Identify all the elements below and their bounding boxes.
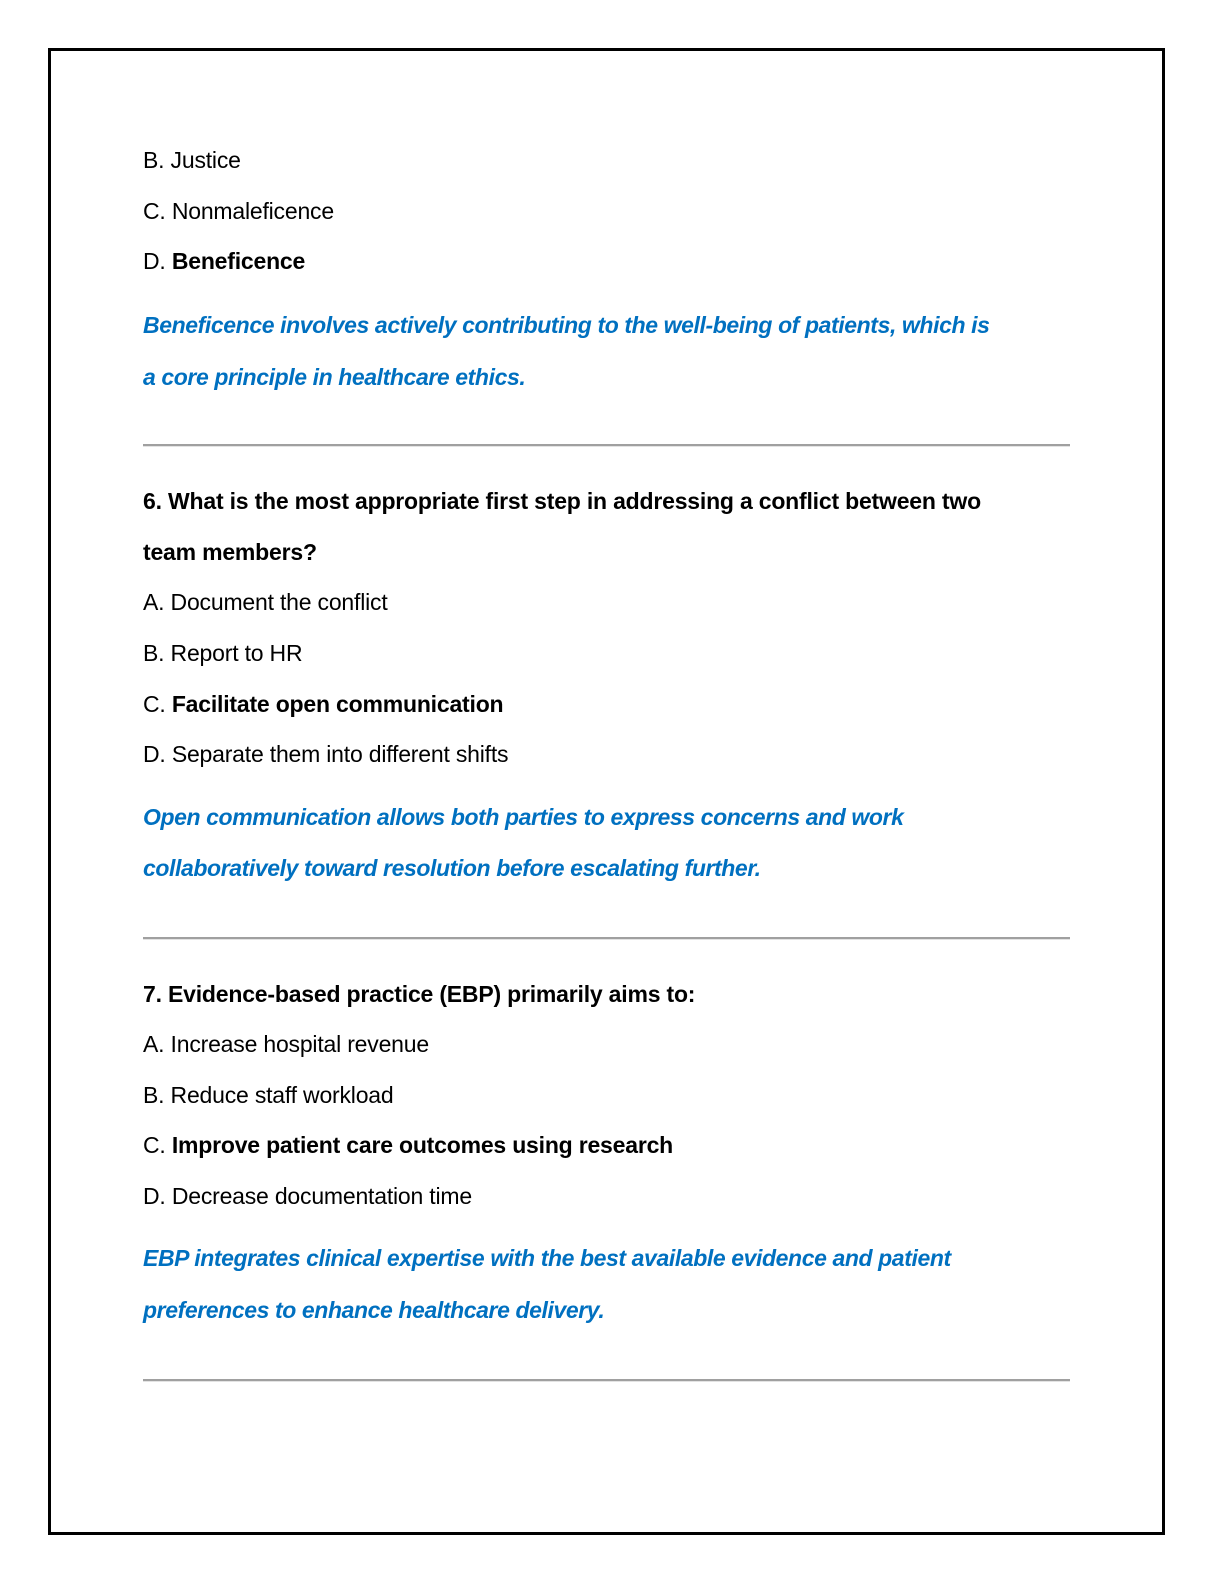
option-letter: C. (143, 198, 166, 224)
explanation-line: EBP integrates clinical expertise with the best available evidence and patient (143, 1245, 951, 1271)
question-number: 7. (143, 981, 162, 1007)
option-d-correct (143, 247, 305, 275)
option-text: Nonmaleficence (171, 198, 334, 224)
option-text: Document the conflict (170, 589, 388, 615)
option-letter: D. (143, 248, 166, 274)
question-number: 6. (143, 488, 162, 514)
question-6-title (143, 487, 981, 515)
explanation-line: Beneficence involves actively contributing to the well-being of patients, which is (143, 312, 990, 338)
section-divider (143, 1379, 1070, 1382)
option-text: Separate them into different shifts (171, 741, 509, 767)
option-b (143, 639, 302, 667)
option-letter: D. (143, 1183, 166, 1209)
option-text: Report to HR (170, 640, 303, 666)
question-text: Evidence-based practice (EBP) primarily aims to: (168, 981, 696, 1007)
explanation-line: preferences to enhance healthcare delivery. (143, 1297, 605, 1323)
option-c-correct (143, 690, 503, 718)
option-text: Increase hospital revenue (170, 1031, 429, 1057)
option-c (143, 197, 334, 225)
option-letter: A. (143, 1031, 165, 1057)
option-letter: B. (143, 147, 165, 173)
option-letter: C. (143, 1132, 166, 1158)
option-d (143, 740, 508, 768)
option-d (143, 1182, 472, 1210)
explanation-line: Open communication allows both parties to express concerns and work (143, 804, 904, 830)
option-letter: B. (143, 640, 165, 666)
option-letter: A. (143, 589, 165, 615)
option-text-correct: Beneficence (171, 248, 306, 274)
option-text-correct: Improve patient care outcomes using research (171, 1132, 674, 1158)
option-letter: B. (143, 1082, 165, 1108)
option-text: Decrease documentation time (171, 1183, 472, 1209)
option-letter: D. (143, 741, 166, 767)
option-b (143, 1081, 394, 1109)
option-a (143, 588, 388, 616)
explanation-line: collaboratively toward resolution before escalating further. (143, 855, 761, 881)
section-divider (143, 444, 1070, 447)
option-text: Justice (170, 147, 241, 173)
option-text: Reduce staff workload (170, 1082, 394, 1108)
option-text-correct: Facilitate open communication (171, 691, 504, 717)
option-c-correct (143, 1131, 673, 1159)
question-text: What is the most appropriate first step in addressing a conflict between two (168, 488, 981, 514)
section-divider (143, 937, 1070, 940)
option-letter: C. (143, 691, 166, 717)
question-6-title-cont: team members? (143, 539, 317, 565)
option-a (143, 1030, 429, 1058)
option-b (143, 146, 241, 174)
explanation-line: a core principle in healthcare ethics. (143, 364, 526, 390)
question-7-title (143, 980, 695, 1008)
